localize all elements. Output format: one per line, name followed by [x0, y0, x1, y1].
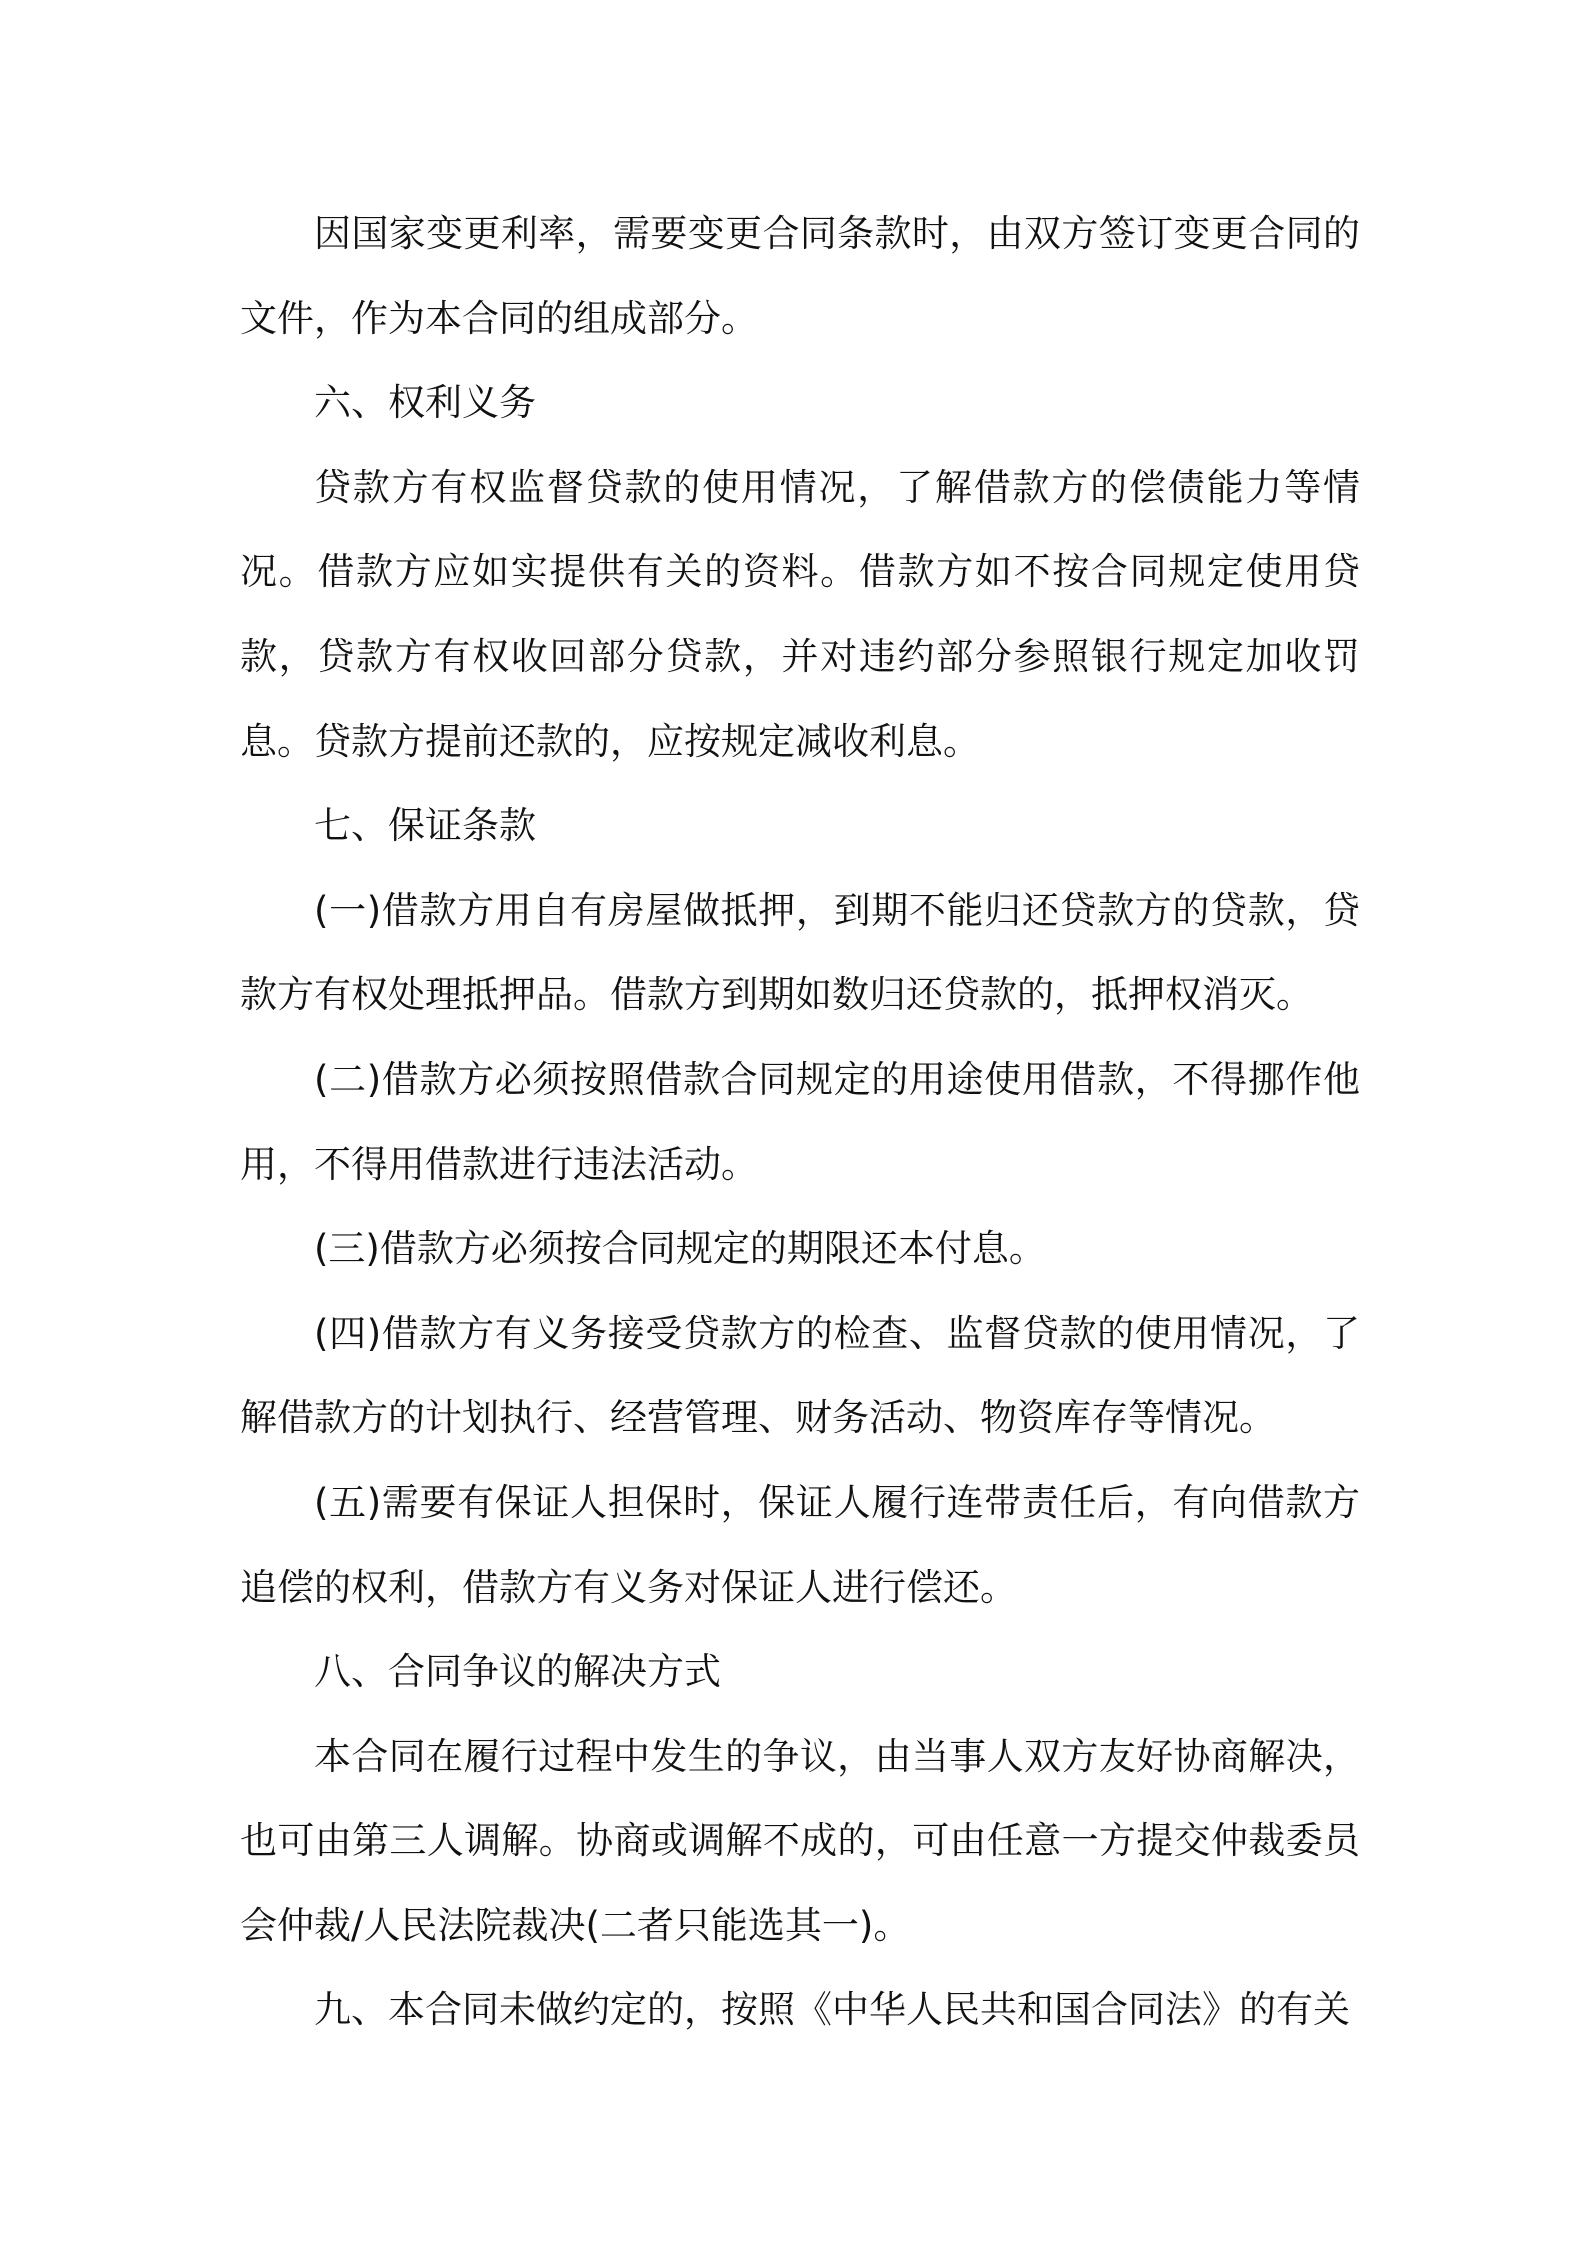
paragraph-lender-rights: 贷款方有权监督贷款的使用情况，了解借款方的偿债能力等情况。借款方应如实提供有关的资料。借款方如不按合同规定使用贷款，贷款方有权收回部分贷款，并对违约部分参照银行规定加收罚息。贷款方提前还款的，应按规定减收利息。	[240, 465, 1360, 763]
paragraph-dispute-resolution: 本合同在履行过程中发生的争议，由当事人双方友好协商解决，也可由第三人调解。协商或调解不成的，可由任意一方提交仲裁委员会仲裁/人民法院裁决(二者只能选其一)。	[240, 1734, 1360, 1947]
section-heading-dispute-resolution: 八、合同争议的解决方式	[314, 1650, 721, 1694]
paragraph-guarantee-4: (四)借款方有义务接受贷款方的检查、监督贷款的使用情况，了解借款方的计划执行、经营管理、财务活动、物资库存等情况。	[240, 1311, 1360, 1440]
paragraph-guarantee-3: (三)借款方必须按合同规定的期限还本付息。	[314, 1227, 1046, 1271]
paragraph-guarantee-1: (一)借款方用自有房屋做抵押，到期不能归还贷款方的贷款，贷款方有权处理抵押品。借款方到期如数归还贷款的，抵押权消灭。	[240, 888, 1360, 1017]
contract-text	[240, 192, 1360, 2053]
paragraph-guarantee-5: (五)需要有保证人担保时，保证人履行连带责任后，有向借款方追偿的权利，借款方有义务对保证人进行偿还。	[240, 1480, 1360, 1609]
paragraph-guarantee-2: (二)借款方必须按照借款合同规定的用途使用借款，不得挪作他用，不得用借款进行违法活动。	[240, 1057, 1360, 1186]
section-heading-guarantee-terms: 七、保证条款	[314, 804, 536, 848]
paragraph-rate-change: 因国家变更利率，需要变更合同条款时，由双方签订变更合同的文件，作为本合同的组成部分。	[240, 212, 1360, 340]
paragraph-unagreed-matters: 九、本合同未做约定的，按照《中华人民共和国合同法》的有关	[314, 1988, 1350, 2032]
section-heading-rights-obligations: 六、权利义务	[314, 381, 536, 425]
